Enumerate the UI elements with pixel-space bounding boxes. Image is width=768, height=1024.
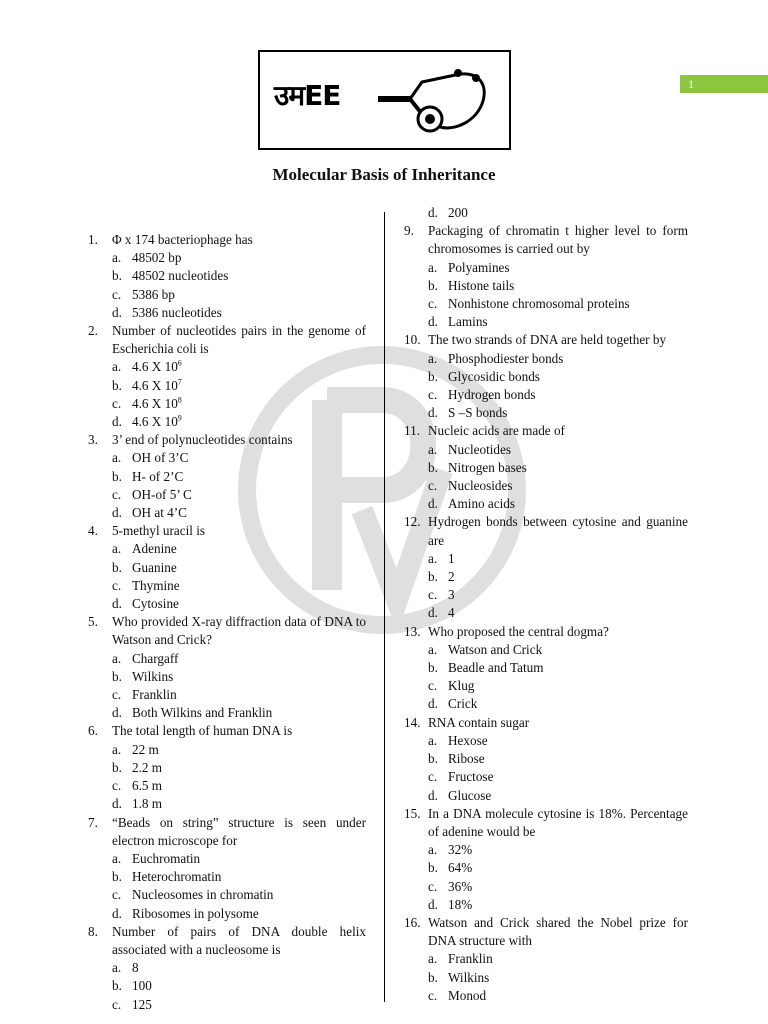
- option-text: Nucleotides: [448, 441, 511, 457]
- question-text: Hydrogen bonds between cytosine and guanine are: [428, 514, 688, 548]
- option-letter: d.: [112, 796, 122, 812]
- question-text: Number of pairs of DNA double helix associated with a nucleosome is: [112, 923, 366, 957]
- option-text: 4.6 X 10: [132, 395, 178, 411]
- option-item: [88, 267, 366, 285]
- option-item: [404, 295, 688, 313]
- option-item: [404, 732, 688, 750]
- option-item: [88, 595, 366, 613]
- logo-text: उमEE: [274, 79, 341, 112]
- option-item: [404, 787, 688, 805]
- option-letter: c.: [428, 478, 438, 494]
- option-item: [88, 668, 366, 686]
- option-text: 48502 nucleotides: [132, 268, 229, 284]
- option-item: [404, 277, 688, 295]
- question-number: 13.: [404, 623, 421, 639]
- column-divider: [384, 212, 385, 1002]
- question-text: The two strands of DNA are held together by: [428, 332, 667, 348]
- option-text: Glucose: [448, 787, 492, 803]
- option-text: Franklin: [132, 687, 177, 703]
- option-text: 125: [132, 996, 152, 1012]
- option-text: Histone tails: [448, 277, 515, 293]
- option-letter: d.: [428, 496, 438, 512]
- option-letter: b.: [428, 569, 438, 585]
- question-text: In a DNA molecule cytosine is 18%. Percentage of adenine would be: [428, 805, 688, 839]
- option-item: [404, 659, 688, 677]
- option-letter: b.: [428, 368, 438, 384]
- option-text: Nucleosomes in chromatin: [132, 887, 274, 903]
- option-item: [88, 996, 366, 1014]
- option-text: OH of 3’C: [132, 450, 189, 466]
- option-letter: b.: [428, 969, 438, 985]
- option-text: 18%: [448, 896, 473, 912]
- option-letter: d.: [112, 596, 122, 612]
- question-number: 1.: [88, 232, 98, 247]
- option-exponent: 9: [177, 413, 182, 423]
- option-letter: a.: [112, 359, 122, 375]
- right-column: [404, 204, 688, 1005]
- option-text: Wilkins: [448, 969, 490, 985]
- option-item: [88, 504, 366, 522]
- option-item: [404, 313, 688, 331]
- option-item: [88, 905, 366, 923]
- question-text: The total length of human DNA is: [112, 723, 293, 739]
- option-item: [88, 358, 366, 376]
- option-text: 5386 nucleotides: [132, 304, 222, 320]
- left-column: [88, 231, 366, 1014]
- option-exponent: 8: [177, 395, 182, 405]
- option-text: Franklin: [448, 951, 493, 967]
- option-letter: c.: [428, 587, 438, 603]
- option-text: Ribosomes in polysome: [132, 905, 259, 921]
- option-item: [88, 759, 366, 777]
- option-letter: d.: [428, 205, 438, 220]
- option-item: [88, 377, 366, 395]
- question-text: Watson and Crick shared the Nobel prize for DNA structure with: [428, 914, 688, 949]
- question-number: 8.: [88, 923, 98, 939]
- question-11: [404, 422, 688, 440]
- question-9: [404, 222, 688, 258]
- option-item: [404, 641, 688, 659]
- option-text: Cytosine: [132, 596, 179, 612]
- option-text: Nitrogen bases: [448, 459, 527, 475]
- page-number: 1: [680, 75, 768, 93]
- option-exponent: 6: [177, 359, 182, 369]
- question-6: [88, 722, 366, 740]
- option-text: Klug: [448, 678, 475, 694]
- option-item: [404, 259, 688, 277]
- option-letter: b.: [112, 559, 122, 575]
- option-text: Euchromatin: [132, 850, 201, 866]
- option-text: 36%: [448, 878, 473, 894]
- question-14: [404, 714, 688, 732]
- option-letter: b.: [112, 759, 122, 775]
- option-text: Heterochromatin: [132, 869, 222, 885]
- option-text: OH at 4’C: [132, 505, 187, 521]
- option-item: [404, 768, 688, 786]
- option-text: Nonhistone chromosomal proteins: [448, 296, 630, 312]
- option-letter: b.: [112, 268, 122, 284]
- option-item: [404, 604, 688, 622]
- option-item: [88, 868, 366, 886]
- question-text: Nucleic acids are made of: [428, 423, 565, 439]
- question-number: 14.: [404, 714, 421, 730]
- option-item: [404, 677, 688, 695]
- question-8: [88, 923, 366, 959]
- option-letter: b.: [428, 751, 438, 767]
- option-letter: c.: [428, 878, 438, 894]
- option-text: 64%: [448, 860, 473, 876]
- question-text: RNA contain sugar: [428, 714, 530, 730]
- option-letter: c.: [428, 769, 438, 785]
- option-text: 22 m: [132, 741, 159, 757]
- option-item: [88, 413, 366, 431]
- option-letter: c.: [428, 387, 438, 403]
- option-item: [404, 841, 688, 859]
- question-number: 10.: [404, 332, 421, 348]
- option-letter: c.: [112, 486, 122, 502]
- option-item: [404, 350, 688, 368]
- option-letter: c.: [112, 687, 122, 703]
- option-item: [404, 477, 688, 495]
- option-text: 4.6 X 10: [132, 377, 178, 393]
- option-letter: d.: [428, 696, 438, 712]
- option-text: 200: [448, 205, 468, 220]
- option-item: [88, 577, 366, 595]
- question-text: Φ x 174 bacteriophage has: [112, 232, 253, 247]
- option-item: [88, 741, 366, 759]
- option-item: [88, 777, 366, 795]
- option-text: S –S bonds: [448, 405, 508, 421]
- option-item: [404, 495, 688, 513]
- option-letter: d.: [428, 314, 438, 330]
- option-item: [404, 950, 688, 968]
- option-letter: b.: [112, 668, 122, 684]
- option-letter: a.: [112, 850, 122, 866]
- option-item: [404, 987, 688, 1005]
- option-item: [88, 686, 366, 704]
- option-item: [404, 459, 688, 477]
- option-text: Monod: [448, 987, 487, 1003]
- option-item: [404, 404, 688, 422]
- option-text: Nucleosides: [448, 478, 513, 494]
- option-letter: a.: [112, 250, 122, 266]
- option-item: [88, 304, 366, 322]
- option-item: [404, 896, 688, 914]
- option-item: [404, 750, 688, 768]
- question-number: 7.: [88, 814, 98, 830]
- page-title: Molecular Basis of Inheritance: [272, 165, 496, 184]
- option-text: 2: [448, 569, 455, 585]
- question-10: [404, 331, 688, 349]
- option-letter: a.: [428, 842, 438, 858]
- option-letter: d.: [112, 705, 122, 721]
- option-letter: c.: [428, 296, 438, 312]
- option-letter: c.: [112, 286, 122, 302]
- option-item: [88, 395, 366, 413]
- option-item: [88, 540, 366, 558]
- option-text: 48502 bp: [132, 250, 182, 266]
- option-letter: c.: [112, 887, 122, 903]
- question-number: 2.: [88, 323, 98, 339]
- option-text: Both Wilkins and Franklin: [132, 705, 273, 721]
- question-text: “Beads on string” structure is seen under electron microscope for: [112, 814, 366, 848]
- option-item: [404, 568, 688, 586]
- logo-box: [258, 50, 511, 150]
- option-item: [88, 286, 366, 304]
- option-item: [88, 249, 366, 267]
- option-text: Adenine: [132, 541, 177, 557]
- option-letter: d.: [112, 905, 122, 921]
- option-text: Beadle and Tatum: [448, 660, 544, 676]
- option-letter: c.: [112, 996, 122, 1012]
- question-5: [88, 613, 366, 649]
- option-item: [88, 468, 366, 486]
- question-15: [404, 805, 688, 841]
- option-letter: d.: [428, 405, 438, 421]
- question-12: [404, 513, 688, 549]
- question-text: Packaging of chromatin t higher level to form chromosomes is carried out by: [428, 223, 688, 257]
- option-text: Thymine: [132, 577, 180, 593]
- option-text: Watson and Crick: [448, 641, 543, 657]
- option-item: [404, 695, 688, 713]
- option-text: Chargaff: [132, 650, 179, 666]
- option-item: [404, 368, 688, 386]
- option-exponent: 7: [177, 377, 182, 387]
- option-letter: c.: [112, 395, 122, 411]
- option-text: 3: [448, 587, 455, 603]
- option-item: [404, 969, 688, 987]
- question-1: [88, 231, 366, 249]
- question-7: [88, 814, 366, 850]
- option-text: Glycosidic bonds: [448, 368, 540, 384]
- question-2: [88, 322, 366, 358]
- question-16: [404, 914, 688, 950]
- option-letter: a.: [428, 732, 438, 748]
- option-letter: a.: [112, 960, 122, 976]
- question-number: 3.: [88, 432, 98, 448]
- option-text: 100: [132, 978, 152, 994]
- option-letter: a.: [112, 541, 122, 557]
- option-text: 6.5 m: [132, 778, 163, 794]
- question-number: 12.: [404, 514, 421, 530]
- option-item: [88, 977, 366, 995]
- option-letter: b.: [112, 978, 122, 994]
- option-text: 2.2 m: [132, 759, 163, 775]
- option-item: [88, 850, 366, 868]
- option-letter: b.: [112, 468, 122, 484]
- option-letter: a.: [428, 951, 438, 967]
- question-3: [88, 431, 366, 449]
- option-letter: c.: [112, 577, 122, 593]
- question-text: 3’ end of polynucleotides contains: [112, 432, 293, 448]
- option-item: [88, 704, 366, 722]
- option-letter: b.: [428, 860, 438, 876]
- option-text: Hexose: [448, 732, 488, 748]
- option-letter: b.: [428, 660, 438, 676]
- option-letter: a.: [112, 450, 122, 466]
- option-letter: b.: [428, 277, 438, 293]
- option-letter: d.: [112, 414, 122, 430]
- option-letter: c.: [428, 678, 438, 694]
- question-text: Who proposed the central dogma?: [428, 623, 609, 639]
- option-item: [404, 550, 688, 568]
- question-number: 16.: [404, 914, 421, 930]
- option-letter: d.: [112, 505, 122, 521]
- question-text: 5-methyl uracil is: [112, 523, 206, 539]
- option-letter: d.: [428, 896, 438, 912]
- option-text: 32%: [448, 842, 473, 858]
- option-text: Amino acids: [448, 496, 516, 512]
- option-text: 4.6 X 10: [132, 359, 178, 375]
- option-continued: [404, 204, 688, 222]
- option-letter: a.: [428, 641, 438, 657]
- option-text: 1.8 m: [132, 796, 163, 812]
- question-number: 11.: [404, 423, 420, 439]
- question-number: 4.: [88, 523, 98, 539]
- option-item: [404, 441, 688, 459]
- option-letter: a.: [112, 650, 122, 666]
- option-letter: b.: [112, 377, 122, 393]
- question-number: 15.: [404, 805, 421, 821]
- option-text: 4: [448, 605, 455, 621]
- question-4: [88, 522, 366, 540]
- option-text: Guanine: [132, 559, 177, 575]
- option-letter: b.: [112, 869, 122, 885]
- option-text: Crick: [448, 696, 478, 712]
- option-text: 1: [448, 550, 455, 566]
- option-letter: a.: [428, 259, 438, 275]
- option-item: [404, 878, 688, 896]
- option-text: Ribose: [448, 751, 485, 767]
- question-number: 9.: [404, 223, 414, 239]
- question-13: [404, 623, 688, 641]
- question-text: Who provided X-ray diffraction data of DNA to Watson and Crick?: [112, 614, 366, 648]
- option-letter: b.: [428, 459, 438, 475]
- option-letter: a.: [428, 550, 438, 566]
- question-text: Number of nucleotides pairs in the genome of Escherichia coli is: [112, 323, 366, 357]
- option-text: Polyamines: [448, 259, 510, 275]
- option-text: OH-of 5’ C: [132, 486, 192, 502]
- option-letter: a.: [428, 350, 438, 366]
- option-text: H- of 2’C: [132, 468, 184, 484]
- option-text: Hydrogen bonds: [448, 387, 536, 403]
- option-letter: d.: [428, 605, 438, 621]
- option-item: [88, 959, 366, 977]
- option-letter: a.: [428, 441, 438, 457]
- option-letter: d.: [428, 787, 438, 803]
- option-letter: d.: [112, 304, 122, 320]
- option-item: [88, 449, 366, 467]
- option-letter: a.: [112, 741, 122, 757]
- option-text: Wilkins: [132, 668, 174, 684]
- option-text: 4.6 X 10: [132, 414, 178, 430]
- option-item: [88, 886, 366, 904]
- question-number: 5.: [88, 614, 98, 630]
- option-letter: c.: [112, 778, 122, 794]
- option-text: 8: [132, 960, 139, 976]
- option-text: Lamins: [448, 314, 488, 330]
- option-item: [404, 859, 688, 877]
- option-item: [88, 486, 366, 504]
- option-item: [88, 650, 366, 668]
- option-text: Phosphodiester bonds: [448, 350, 564, 366]
- option-text: Fructose: [448, 769, 494, 785]
- option-item: [88, 795, 366, 813]
- option-item: [88, 559, 366, 577]
- option-letter: c.: [428, 987, 438, 1003]
- option-text: 5386 bp: [132, 286, 175, 302]
- option-item: [404, 586, 688, 604]
- question-number: 6.: [88, 723, 98, 739]
- option-item: [404, 386, 688, 404]
